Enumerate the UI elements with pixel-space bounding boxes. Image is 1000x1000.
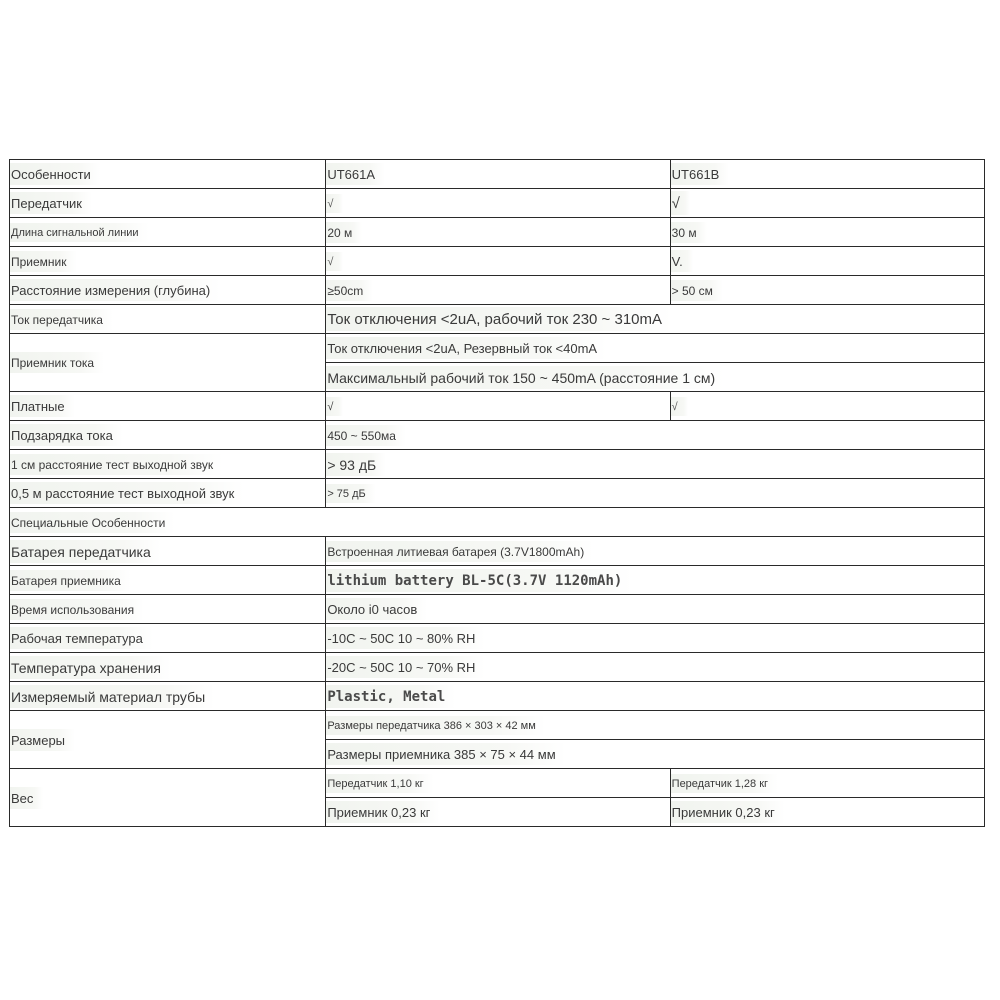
header-model-b: UT661B [671, 163, 730, 185]
value-cell-merged [326, 653, 985, 682]
value-b-transmitter: Передатчик 1,28 кг [671, 774, 778, 793]
value-a-receiver: Приемник 0,23 кг [326, 801, 440, 823]
table-row [10, 711, 985, 740]
table-row [10, 624, 985, 653]
value-cell-a [326, 247, 670, 276]
value-cell-b [670, 189, 984, 218]
value: Ток отключения <2uA, рабочий ток 230 ~ 310mA [326, 307, 672, 331]
row-label: Рабочая температура [10, 627, 153, 649]
value-cell-b [670, 218, 984, 247]
row-label-cell [10, 595, 326, 624]
value-cell-a [326, 276, 670, 305]
value-b: √ [671, 191, 690, 215]
value: lithium battery BL-5C(3.7V 1120mAh) [326, 569, 632, 592]
row-label-cell [10, 421, 326, 450]
section-heading: Специальные Особенности [10, 512, 175, 533]
value-cell-b [670, 247, 984, 276]
header-cell-model-b [670, 160, 984, 189]
specification-table [9, 159, 985, 827]
value-a: √ [326, 397, 343, 416]
value-cell-merged [326, 740, 985, 769]
row-label: Расстояние измерения (глубина) [10, 279, 220, 301]
value-b: V. [671, 250, 693, 272]
value-cell-a [326, 189, 670, 218]
value-a-transmitter: Передатчик 1,10 кг [326, 774, 433, 793]
header-model-a: UT661A [326, 163, 385, 185]
value-cell-merged [326, 450, 985, 479]
row-label: Подзарядка тока [10, 424, 123, 446]
value: Около i0 часов [326, 598, 427, 620]
value-cell-merged [326, 537, 985, 566]
row-label: Приемник тока [10, 352, 104, 373]
table-row [10, 421, 985, 450]
value: -10C ~ 50C 10 ~ 80% RH [326, 627, 485, 649]
value-cell-a [326, 392, 670, 421]
table-row [10, 595, 985, 624]
value-b: 30 м [671, 222, 707, 243]
row-label: Приемник [10, 251, 77, 272]
table-row [10, 566, 985, 595]
header-cell-model-a [326, 160, 670, 189]
table-row [10, 247, 985, 276]
value-cell-merged [326, 334, 985, 363]
value-line-1: Ток отключения <2uA, Резервный ток <40mA [326, 337, 607, 359]
row-label-cell [10, 218, 326, 247]
value-cell-merged [326, 305, 985, 334]
value-cell-merged [326, 363, 985, 392]
row-label-cell [10, 247, 326, 276]
row-label: Передатчик [10, 192, 92, 214]
header-feature: Особенности [10, 163, 101, 185]
row-label-cell [10, 450, 326, 479]
value-cell-b [670, 392, 984, 421]
row-label: Размеры [10, 729, 75, 751]
value-cell-merged [326, 624, 985, 653]
row-label: Длина сигнальной линии [10, 223, 149, 242]
value-cell-a [326, 798, 670, 827]
value-b-receiver: Приемник 0,23 кг [671, 801, 785, 823]
value-a: √ [326, 194, 343, 213]
table-header-row [10, 160, 985, 189]
table-row [10, 305, 985, 334]
row-label: Температура хранения [10, 656, 171, 679]
table-row [10, 218, 985, 247]
table-row [10, 276, 985, 305]
value-cell-merged [326, 711, 985, 740]
table-row [10, 537, 985, 566]
table-row [10, 334, 985, 363]
value-cell-merged [326, 566, 985, 595]
row-label: Измеряемый материал трубы [10, 685, 215, 708]
value-cell-a [326, 769, 670, 798]
row-label-cell [10, 392, 326, 421]
value-cell-b [670, 798, 984, 827]
section-heading-cell [10, 508, 985, 537]
row-label-cell [10, 479, 326, 508]
value-cell-merged [326, 421, 985, 450]
row-label: Ток передатчика [10, 309, 113, 330]
row-label-cell [10, 305, 326, 334]
table-row [10, 682, 985, 711]
row-label: 1 см расстояние тест выходной звук [10, 454, 223, 475]
table-row [10, 450, 985, 479]
value-cell-a [326, 218, 670, 247]
value-cell-merged [326, 479, 985, 508]
row-label-cell [10, 537, 326, 566]
row-label: 0,5 м расстояние тест выходной звук [10, 482, 244, 504]
value-cell-merged [326, 682, 985, 711]
value: > 93 дБ [326, 453, 386, 476]
value: Plastic, Metal [326, 685, 455, 708]
value-transmitter-size: Размеры передатчика 386 × 303 × 42 мм [326, 716, 545, 735]
row-label-cell [10, 653, 326, 682]
table-row [10, 189, 985, 218]
value-a: ≥50cm [326, 280, 373, 301]
row-label-cell [10, 711, 326, 769]
value-receiver-size: Размеры приемника 385 × 75 × 44 мм [326, 743, 565, 765]
value: -20C ~ 50C 10 ~ 70% RH [326, 656, 485, 678]
value-line-2: Максимальный рабочий ток 150 ~ 450mA (расстояние 1 см) [326, 366, 725, 389]
table-row [10, 508, 985, 537]
value-a: 20 м [326, 222, 362, 243]
value-b: √ [671, 397, 688, 416]
value-cell-merged [326, 595, 985, 624]
row-label-cell [10, 334, 326, 392]
row-label: Платные [10, 395, 75, 417]
row-label-cell [10, 769, 326, 827]
value: > 75 дБ [326, 484, 375, 503]
value-cell-b [670, 276, 984, 305]
row-label: Батарея передатчика [10, 540, 161, 563]
value-a: √ [326, 252, 343, 271]
row-label-cell [10, 566, 326, 595]
table-row [10, 479, 985, 508]
row-label: Батарея приемника [10, 570, 131, 591]
value: Встроенная литиевая батарея (3.7V1800mAh) [326, 541, 594, 562]
header-cell-feature [10, 160, 326, 189]
table-row [10, 769, 985, 798]
row-label-cell [10, 682, 326, 711]
table-row [10, 653, 985, 682]
value-b: > 50 см [671, 280, 723, 301]
row-label-cell [10, 189, 326, 218]
row-label-cell [10, 276, 326, 305]
value: 450 ~ 550ма [326, 425, 406, 446]
row-label: Время использования [10, 599, 144, 620]
table-row [10, 392, 985, 421]
row-label-cell [10, 624, 326, 653]
row-label: Вес [10, 787, 43, 809]
value-cell-b [670, 769, 984, 798]
